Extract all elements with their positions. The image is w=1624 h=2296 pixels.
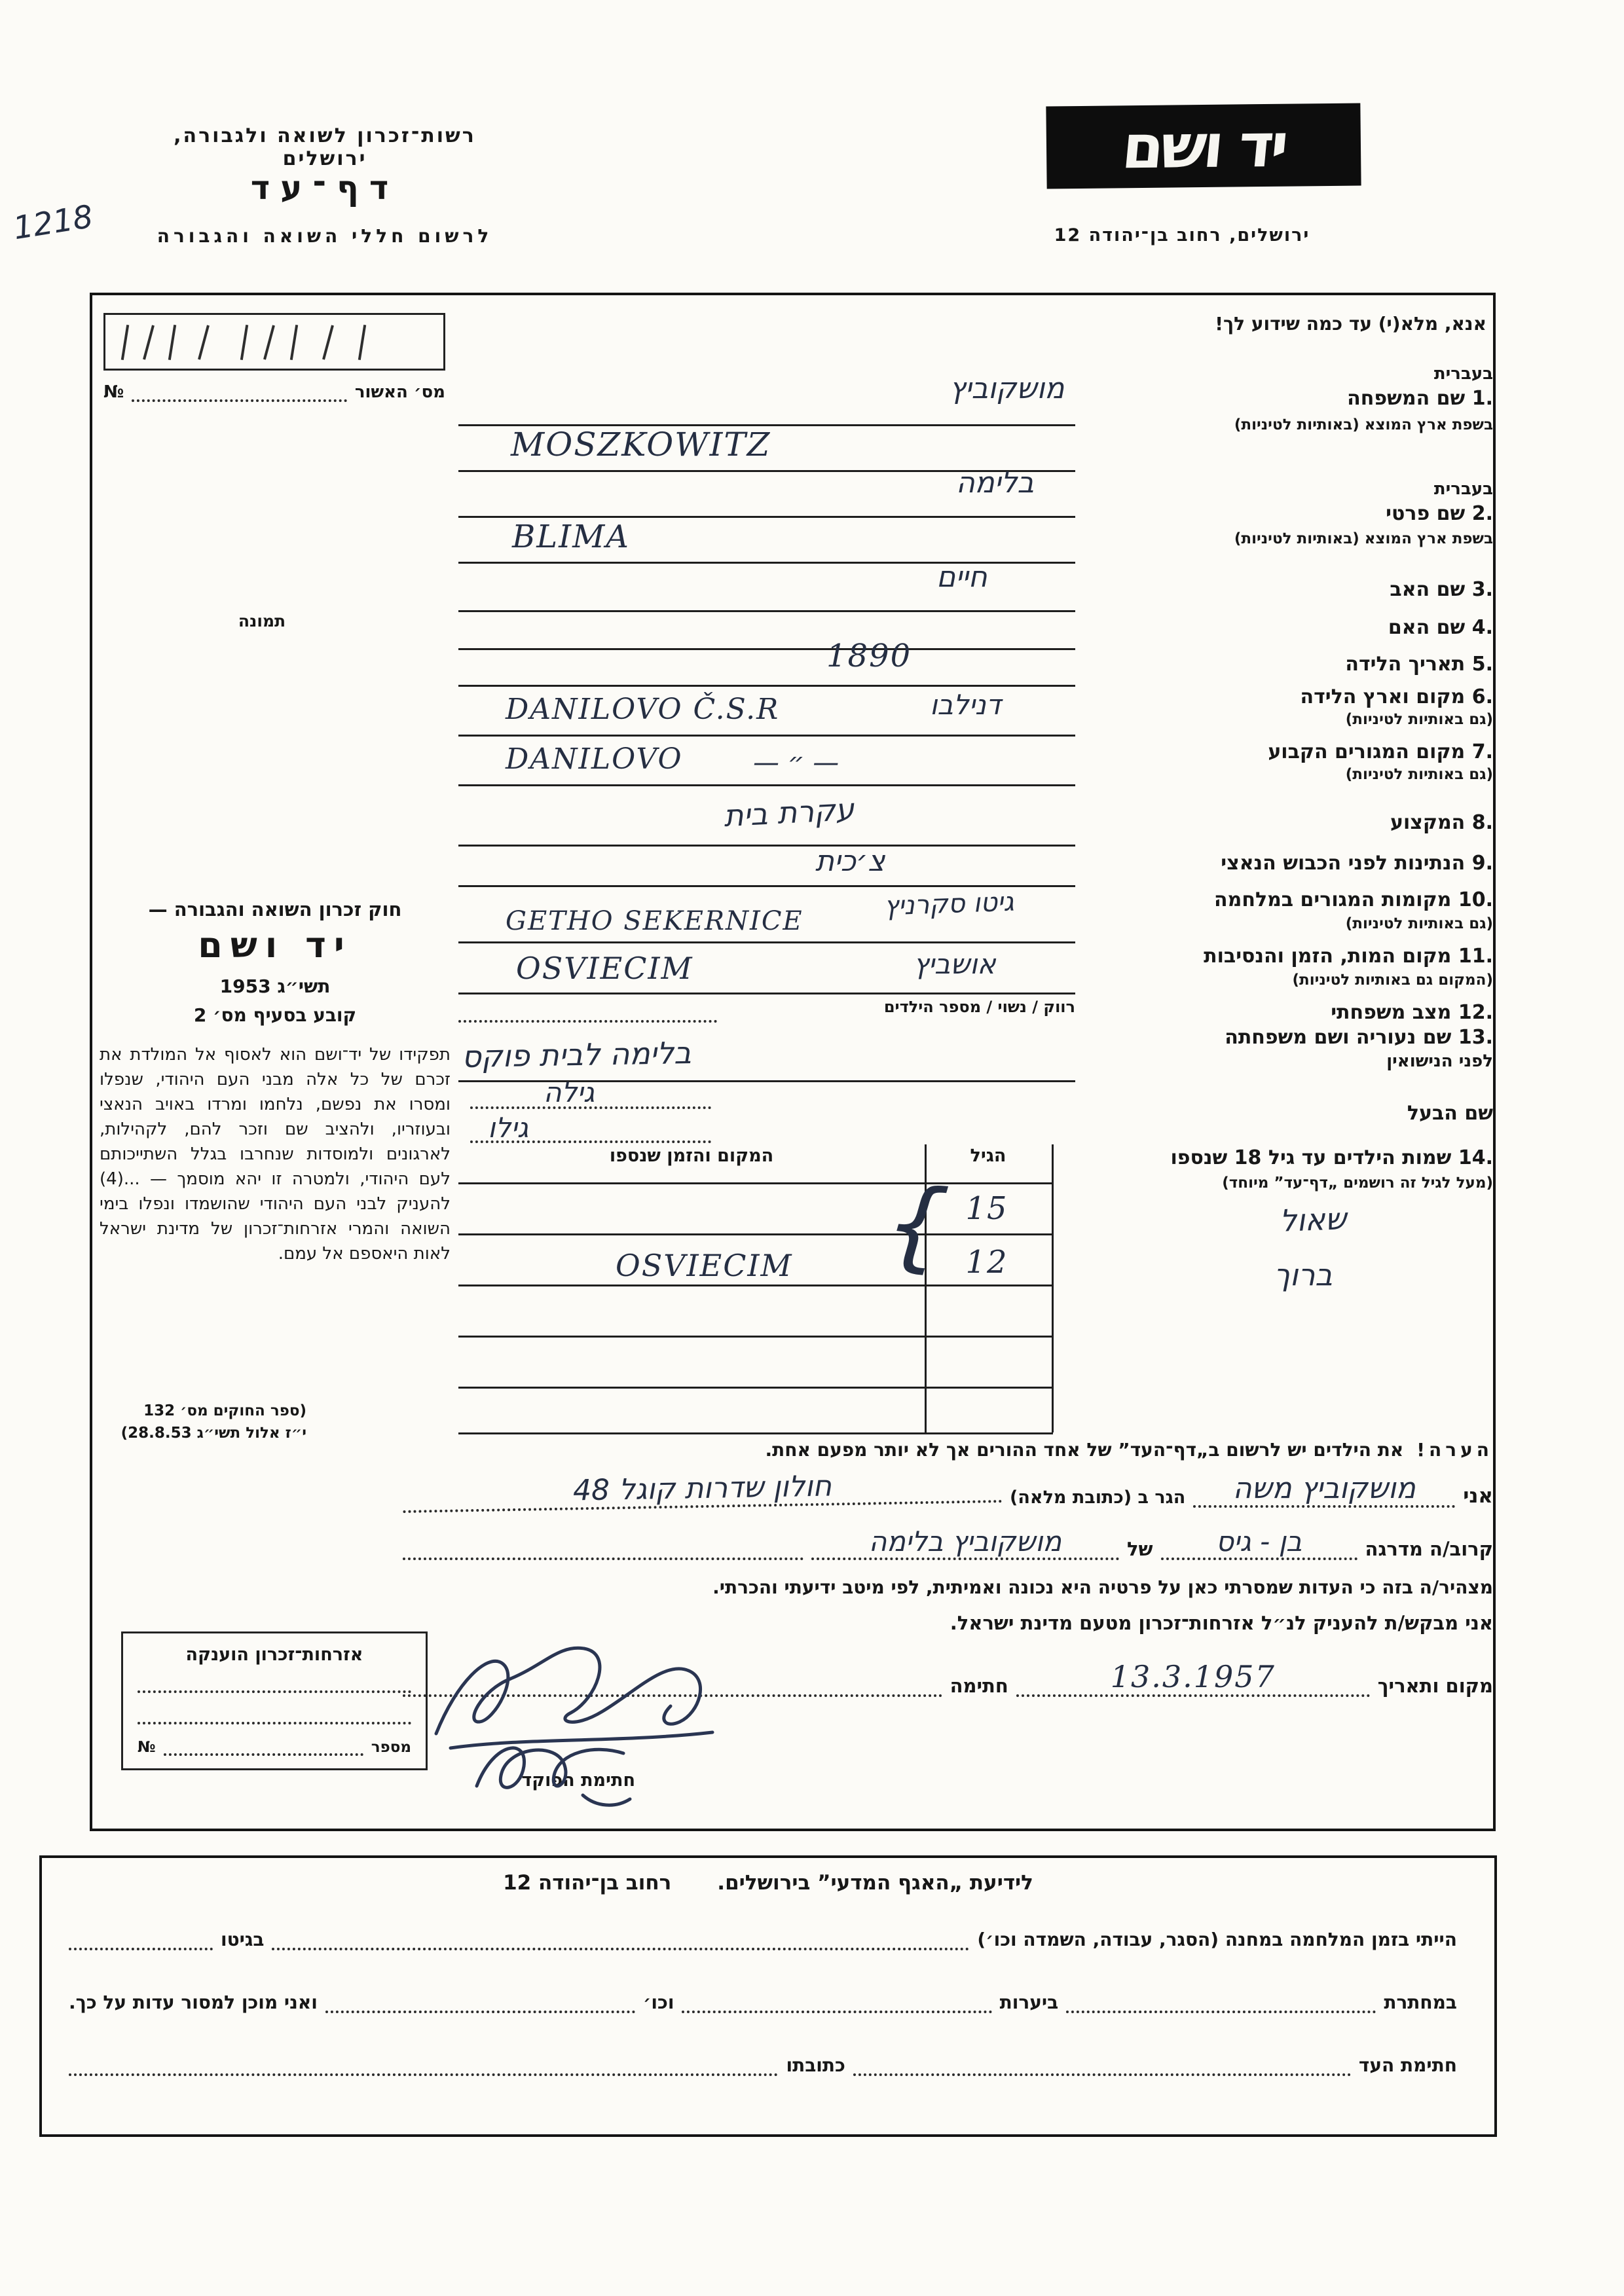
field6-label [1082, 686, 1493, 708]
field13-label [1082, 1027, 1493, 1049]
child-age: 12 [965, 1244, 1008, 1281]
office-address: ירושלים, רחוב בן־יהודה 12 [1054, 225, 1310, 246]
dotted-line [1066, 1994, 1376, 2013]
field8-value: עקרת בית [722, 791, 855, 834]
note-line [468, 1439, 1493, 1461]
clerk-signature-label: חתימת הפוקד [521, 1770, 635, 1791]
law-reference-1: (ספר החוקים מס׳ 132 [143, 1402, 306, 1419]
field4-label [1082, 617, 1493, 639]
law-logo-text: יד ושם [198, 924, 352, 966]
dotted-line [69, 1931, 213, 1950]
scientific-dept-title-row [39, 1871, 1497, 1895]
field7-line [458, 784, 1075, 786]
tally-mark [322, 325, 334, 359]
declaration-request: אני מבקש/ת להעניק לנ״ל אזרחות־זכרון מטעם מדינת ישראל. [950, 1612, 1493, 1634]
children-row-line [458, 1285, 1053, 1286]
declaration-statement: מצהיר/ה בזה כי העדות שמסרתי כאן על פרטיה היא נכונה ואמיתית, לפי מיטב ידיעתי והכרתי. [712, 1576, 1493, 1598]
field2-number: 2. [1471, 502, 1493, 525]
field8-label [1082, 812, 1493, 834]
dotted-line [272, 1931, 969, 1950]
archival-page-number: 1218 [10, 198, 96, 247]
granted-number-row [138, 1736, 411, 1756]
children-row-line [458, 1233, 1053, 1235]
field12-label [1082, 1002, 1493, 1024]
wartime-camp-label: הייתי בזמן המלחמה במחנה (הסגר, עבודה, השמדה וכו׳) [977, 1929, 1457, 1950]
field10-line [458, 941, 1075, 943]
field11-number: 11. [1458, 945, 1493, 968]
field7-value-latin: DANILOVO [506, 742, 683, 776]
field1-sub-hebrew: בעברית [1433, 364, 1493, 384]
tally-mark [263, 325, 275, 359]
forests-label: ביערות [999, 1992, 1059, 2013]
field9-label-text: הנתינות לפני הכבוש הנאצי [1221, 852, 1466, 875]
granted-number-label: מספר [371, 1739, 411, 1756]
clerk-signature [458, 1715, 655, 1813]
field7-number: 7. [1471, 740, 1493, 763]
field8-label-text: המקצוע [1390, 811, 1466, 834]
field11-line [458, 993, 1075, 994]
field2-sub-latin: בשפת ארץ המוצא (באותיות לטיניות) [1234, 530, 1493, 547]
numero-sign: № [138, 1739, 156, 1756]
form-subtitle: לרשום חללי השואה והגבורה [157, 225, 493, 247]
etc-label: וכו׳ [642, 1992, 674, 2013]
field10-label-text: מקומות המגורים במלחמה [1214, 888, 1452, 911]
handwritten-brace: } [880, 1165, 953, 1285]
declaration-row-relation [403, 1525, 1493, 1560]
field1-label [1082, 388, 1493, 410]
field10-label [1082, 889, 1493, 911]
child-age: 15 [965, 1190, 1008, 1227]
field9-value: צ׳כית [815, 845, 885, 878]
children-header-line [458, 1182, 1053, 1184]
field11-value-hebrew: אושביץ [913, 948, 996, 980]
field11-value-latin: OSVIECIM [516, 951, 693, 986]
photo-label: תמונה [238, 611, 286, 630]
place-date-label: מקום ותאריך [1377, 1675, 1493, 1697]
field2-label [1082, 503, 1493, 525]
tally-mark [168, 325, 176, 360]
field12-number: 12. [1458, 1001, 1493, 1024]
authority-name: רשות־זכרון לשואה ולגבורה, ירושלים [174, 124, 476, 170]
husband-value-top: גילה [544, 1076, 595, 1108]
dotted-line [325, 1994, 635, 2013]
field3-line [458, 610, 1075, 612]
yad-vashem-logo [1046, 103, 1361, 189]
field7-sub: (גם באותיות לטיניות) [1345, 766, 1493, 783]
wartime-camp-row [69, 1929, 1457, 1950]
certificate-number-label: מס׳ האשור [354, 382, 445, 402]
tally-mark [358, 325, 366, 360]
children-row-line [458, 1387, 1053, 1389]
law-year: תשי״ג 1953 [219, 975, 331, 997]
law-title: חוק זכרון השואה והגבורה — [148, 898, 402, 920]
place-date-value: 13.3.1957 [1110, 1659, 1276, 1694]
husband-label: שם הבעל [1407, 1102, 1493, 1125]
scientific-dept-address: רחוב בן־יהודה 12 [503, 1871, 672, 1895]
dotted-line [853, 2056, 1351, 2076]
field3-label [1082, 579, 1493, 601]
ghetto-label: בגיטו [221, 1929, 265, 1950]
field9-line [458, 885, 1075, 887]
law-paragraph: תפקידו של יד־ושם הוא לאסוף אל המולדת את זכרם של כל אלה מבני העם היהודי, שנפלו ומסרו את נפשם, נלחמו ומרדו באויב הנאצי ובעוזריו, ולהציב שם וזכר להם, לקהילות, לארגונים ולמוסדות שנחרבו בגלל השתייכותם לעם היהודי, ולמטרה זו יהא מוסמך — ...(4) להעניק לבני העם היהודי שהושמדו ונפלו בימי השואה והמרי אזרחות־זכרון של מדינת ישראל לאות היאספם אל עמם. [100, 1045, 451, 1264]
children-row-line [458, 1336, 1053, 1338]
field5-label-text: תאריך הלידה [1345, 653, 1466, 676]
field1-sub-latin: בשפת ארץ המוצא (באותיות לטיניות) [1234, 416, 1493, 433]
note-emphasis: הערה! [1416, 1439, 1493, 1461]
witness-signature-row [69, 2054, 1457, 2076]
certificate-number-row [103, 382, 445, 402]
fill-instruction: אנא, מלא(י) עד כמה שידוע לך! [1215, 313, 1486, 335]
relation-value: בן - גיס [1161, 1525, 1357, 1560]
field14-label [1082, 1147, 1493, 1169]
declarant-address-label: הגר ב (כתובת מלאה) [1010, 1487, 1186, 1508]
underground-row [69, 1992, 1457, 2013]
field6-label-text: מקום וארץ הלידה [1300, 685, 1466, 708]
field2-value-latin: BLIMA [512, 519, 630, 555]
tally-mark [290, 325, 298, 360]
citizenship-granted-title: אזרחות־זכרון הוענקה [185, 1645, 363, 1665]
field3-label-text: שם האב [1390, 578, 1466, 601]
declarant-address: חולון שדרות קוגל 48 [403, 1467, 1003, 1513]
note-text: את הילדים יש לרשום ב„דף־העד” של אחד ההורים אך לא יותר מפעם אחת. [765, 1439, 1404, 1461]
field4-line [458, 648, 1075, 650]
children-col-age: הגיל [970, 1146, 1006, 1166]
field7-ditto-mark: — ״ — [753, 748, 840, 778]
field2-sub-hebrew: בעברית [1433, 479, 1493, 499]
tally-box [103, 313, 445, 371]
field14-sub: (מעל לגיל זה רושמים „דף־עד” מיוחד) [1222, 1175, 1493, 1192]
field8-line [458, 845, 1075, 847]
place-date-field [1016, 1659, 1370, 1697]
field12-dotted-line [458, 1020, 717, 1023]
field9-label [1082, 852, 1493, 875]
witness-address-label: כתובתו [786, 2054, 845, 2076]
field8-number: 8. [1471, 811, 1493, 834]
field13-label2: לפני הנישואין [1386, 1051, 1493, 1071]
field7-label [1082, 741, 1493, 763]
subject-name: מושקוביץ בלימה [811, 1525, 1119, 1560]
field12-label-text: מצב משפחתי [1331, 1001, 1452, 1024]
field11-sub: (המקום גם באותיות לטיניות) [1292, 972, 1493, 989]
law-section: קובע בסעיף מס׳ 2 [193, 1004, 357, 1026]
declarant-i-label: אני [1463, 1484, 1493, 1508]
tally-mark [143, 325, 155, 359]
field5-value: 1890 [826, 638, 912, 674]
dotted-line [138, 1690, 411, 1693]
child-name: שאול [1279, 1201, 1347, 1239]
field2-label-text: שם פרטי [1386, 502, 1466, 525]
declarant-name: מושקוביץ משה [1193, 1472, 1455, 1508]
child-place: OSVIECIM [616, 1248, 793, 1283]
field2-value-hebrew: בלימה [956, 466, 1034, 500]
willing-to-testify-label: ואני מוכן למסור עדות על כך. [69, 1992, 318, 2013]
tally-mark [121, 325, 129, 360]
field3-number: 3. [1471, 578, 1493, 601]
field1-label-text: שם המשפחה [1347, 387, 1466, 410]
children-col-place: המקום והזמן שנספו [609, 1146, 774, 1166]
field10-number: 10. [1458, 888, 1493, 911]
dotted-line [132, 382, 347, 402]
field1-value-latin: MOSZKOWITZ [511, 426, 771, 464]
field9-number: 9. [1471, 852, 1493, 875]
dotted-line [138, 1722, 411, 1724]
children-right-divider [1052, 1144, 1054, 1432]
signature-label: חתימה [950, 1675, 1008, 1697]
of-label: של [1127, 1538, 1153, 1560]
child-name: ברוך [1274, 1257, 1333, 1292]
field10-sub: (גם באותיות לטיניות) [1345, 915, 1493, 932]
field14-label-text: שמות הילדים עד גיל 18 שנספו [1170, 1146, 1452, 1169]
field6-line [458, 735, 1075, 737]
field10-value-hebrew: גיטו סקרניץ [883, 886, 1015, 922]
underground-label: במחתרת [1384, 1992, 1457, 2013]
yad-vashem-logo-text: יד ושם [1118, 110, 1289, 182]
field11-label [1082, 945, 1493, 968]
numero-sign: № [103, 382, 124, 402]
tally-mark [198, 325, 210, 359]
field7-label-text: מקום המגורים הקבוע [1268, 740, 1466, 763]
witness-signature-label: חתימת העד [1358, 2054, 1457, 2076]
field4-label-text: שם האם [1388, 616, 1466, 639]
tally-mark [240, 325, 248, 360]
field1-number: 1. [1471, 387, 1493, 410]
dotted-line [164, 1736, 363, 1756]
dotted-line [69, 2056, 778, 2076]
field1-value-hebrew: מושקוביץ [950, 372, 1065, 405]
relation-label: קרוב/ה מדרגה [1365, 1538, 1493, 1560]
field4-number: 4. [1471, 616, 1493, 639]
husband-value-bottom: גילו [488, 1112, 529, 1144]
field6-sub: (גם באותיות לטיניות) [1345, 711, 1493, 728]
declaration-row-identity [403, 1469, 1493, 1508]
children-bottom-line [458, 1432, 1053, 1434]
field6-value-latin: DANILOVO Č.S.R [506, 693, 780, 726]
field13-label-text: שם נעוריה ושם משפחתה [1225, 1026, 1452, 1049]
field5-label [1082, 653, 1493, 676]
field2-line-hebrew [458, 516, 1075, 518]
form-title: דף־עד [250, 169, 399, 207]
field12-options: רווק / נשוי / מספר הילדים [883, 998, 1075, 1016]
law-reference-2: י״ז אלול תשי״ג 28.8.53) [120, 1425, 306, 1442]
field6-value-hebrew: דנילבו [930, 689, 1001, 721]
scientific-dept-title: לידיעת „האגף המדעי” בירושלים. [717, 1871, 1033, 1895]
field6-number: 6. [1471, 685, 1493, 708]
field14-number: 14. [1458, 1146, 1493, 1169]
field13-number: 13. [1458, 1026, 1493, 1049]
field13-value: בלימה לבית פוקס [461, 1034, 692, 1075]
field3-value: חיים [936, 560, 987, 594]
field10-value-latin: GETHO SEKERNICE [506, 906, 803, 936]
dotted-line [403, 1540, 803, 1560]
dotted-line [682, 1994, 991, 2013]
field5-number: 5. [1471, 653, 1493, 676]
field5-line [458, 685, 1075, 687]
field11-label-text: מקום המות, הזמן והנסיבות [1204, 945, 1452, 968]
